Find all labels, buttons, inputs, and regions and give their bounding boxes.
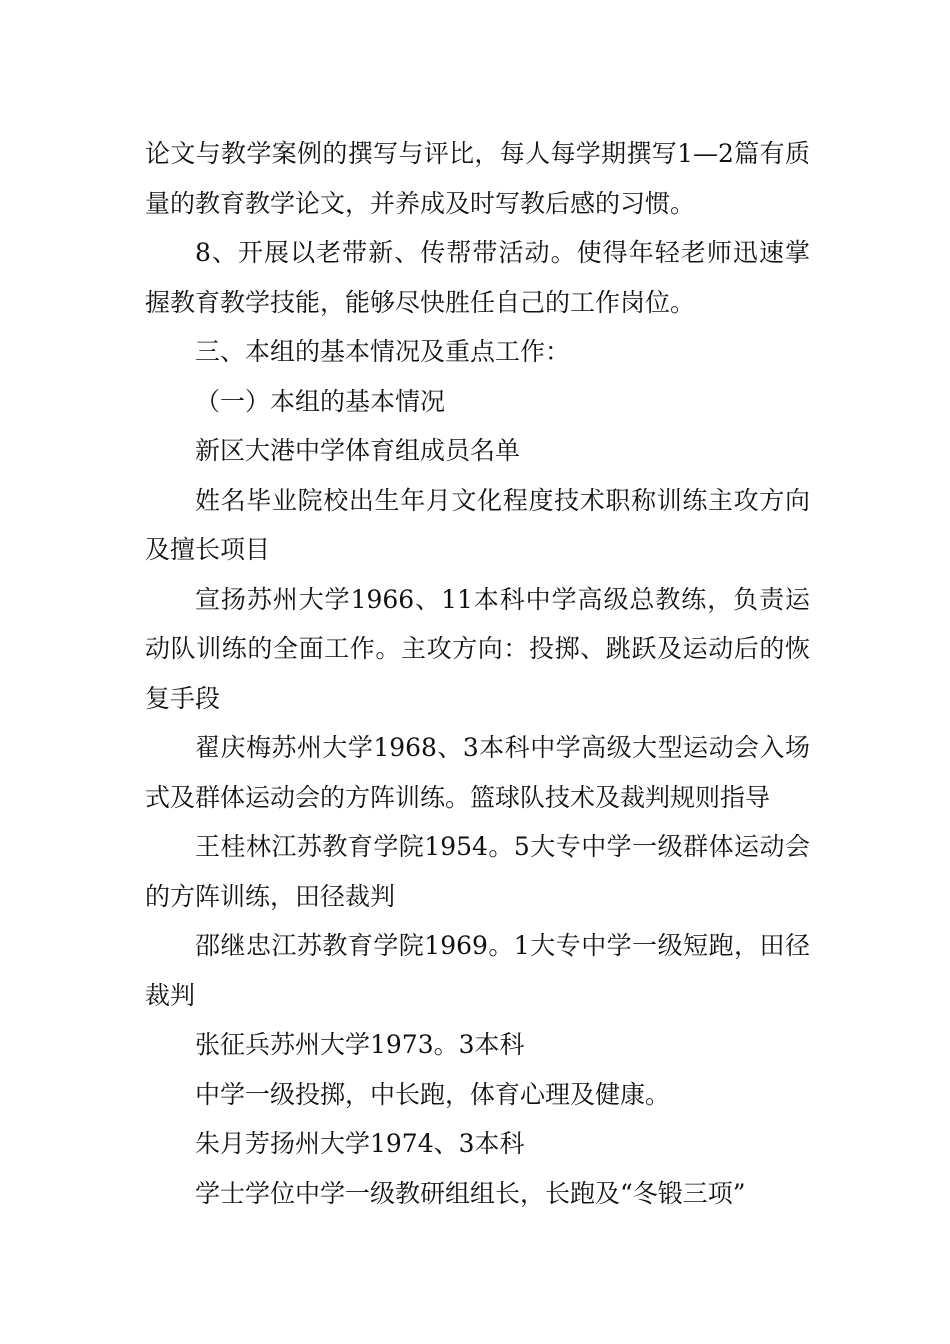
roster-column-headers: 姓名毕业院校出生年月文化程度技术职称训练主攻方向及擅长项目	[145, 485, 810, 564]
roster-entry: 张征兵苏州大学1973。3本科	[195, 1030, 525, 1059]
roster-entry: 王桂林江苏教育学院1954。5大专中学一级群体运动会的方阵训练，田径裁判	[145, 832, 810, 911]
document-body	[145, 129, 810, 1218]
roster-entry: 翟庆梅苏州大学1968、3本科中学高级大型运动会入场式及群体运动会的方阵训练。篮球队技术及裁判规则指导	[145, 733, 810, 812]
section-heading-3: 三、本组的基本情况及重点工作：	[195, 337, 571, 366]
roster-title: 新区大港中学体育组成员名单	[195, 436, 521, 465]
paragraph-item-8: 8、开展以老带新、传帮带活动。使得年轻老师迅速掌握教育教学技能，能够尽快胜任自己的工作岗位。	[145, 238, 810, 317]
roster-entry: 邵继忠江苏教育学院1969。1大专中学一级短跑，田径裁判	[145, 931, 810, 1010]
paragraph-continuation: 论文与教学案例的撰写与评比，每人每学期撰写1—2篇有质量的教育教学论文，并养成及时写教后感的习惯。	[145, 139, 810, 218]
roster-entry: 朱月芳扬州大学1974、3本科	[195, 1129, 525, 1158]
roster-entry-detail: 学士学位中学一级教研组组长，长跑及“冬锻三项”	[195, 1178, 746, 1208]
roster-entry: 宣扬苏州大学1966、11本科中学高级总教练，负责运动队训练的全面工作。主攻方向：投掷、跳跃及运动后的恢复手段	[145, 584, 810, 713]
roster-entry-detail: 中学一级投掷，中长跑，体育心理及健康。	[195, 1079, 671, 1109]
subsection-heading-1: （一）本组的基本情况	[195, 386, 446, 416]
